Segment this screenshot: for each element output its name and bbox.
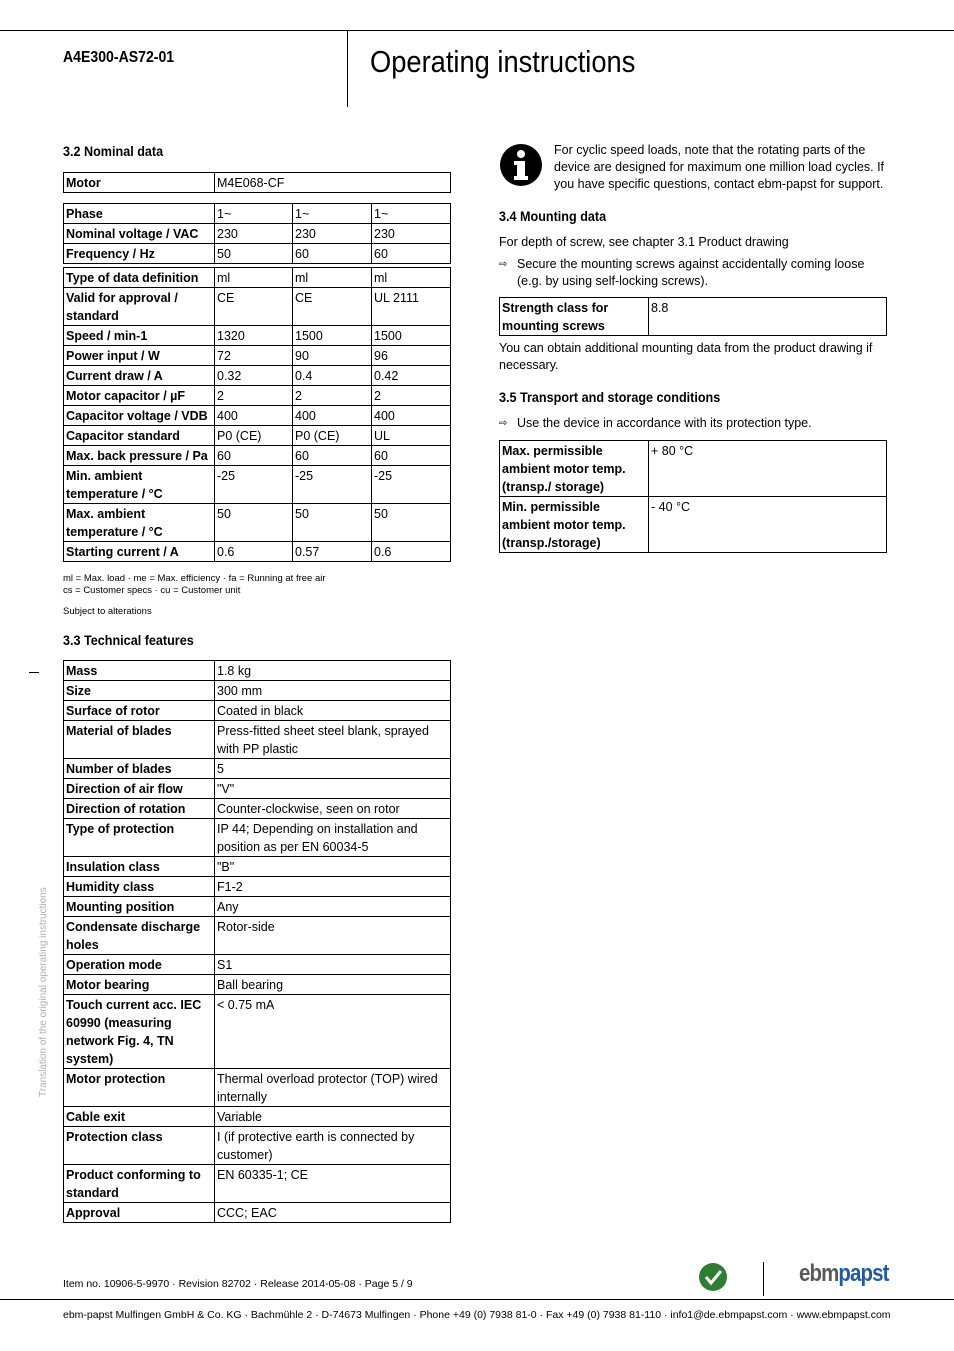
row-value: 60 <box>293 244 372 264</box>
row-value: Any <box>215 897 451 917</box>
row-value: I (if protective earth is connected by customer) <box>215 1127 451 1165</box>
nominal-data-table-2 <box>63 267 451 562</box>
table-row <box>64 877 451 897</box>
table-row <box>64 173 451 193</box>
table-row <box>64 466 451 504</box>
row-label: Max. back pressure / Pa <box>64 446 215 466</box>
table-row <box>64 701 451 721</box>
row-label: Product conforming to standard <box>64 1165 215 1203</box>
row-value: 1500 <box>372 326 451 346</box>
row-value: 1320 <box>215 326 293 346</box>
row-value: Ball bearing <box>215 975 451 995</box>
row-label: Touch current acc. IEC 60990 (measuring network Fig. 4, TN system) <box>64 995 215 1069</box>
row-label: Max. ambient temperature / °C <box>64 504 215 542</box>
side-note: Translation of the original operating instructions <box>38 887 49 1097</box>
row-label: Type of protection <box>64 819 215 857</box>
row-label: Capacitor voltage / VDB <box>64 406 215 426</box>
row-value: 400 <box>215 406 293 426</box>
info-note: For cyclic speed loads, note that the rotating parts of the device are designed for maximum one million load cycles. If you have specific questions, contact ebm-papst for support. <box>554 143 885 191</box>
row-value: 400 <box>372 406 451 426</box>
table-row <box>500 497 887 553</box>
row-value: -25 <box>215 466 293 504</box>
row-label: Number of blades <box>64 759 215 779</box>
row-value: 60 <box>293 446 372 466</box>
row-label: Approval <box>64 1203 215 1223</box>
row-value: UL <box>372 426 451 446</box>
row-label: Size <box>64 681 215 701</box>
mounting-bullet <box>499 256 887 290</box>
row-value: 400 <box>293 406 372 426</box>
row-label: Speed / min-1 <box>64 326 215 346</box>
row-value: 50 <box>372 504 451 542</box>
row-value: Counter-clockwise, seen on rotor <box>215 799 451 819</box>
table-row <box>64 1203 451 1223</box>
row-value: 60 <box>372 446 451 466</box>
row-label: Motor protection <box>64 1069 215 1107</box>
row-value: 1.8 kg <box>215 661 451 681</box>
row-label: Current draw / A <box>64 366 215 386</box>
mounting-intro: For depth of screw, see chapter 3.1 Product drawing <box>499 235 789 249</box>
motor-table <box>63 172 451 193</box>
subject-to-alterations: Subject to alterations <box>63 606 152 617</box>
row-label: Max. permissible ambient motor temp. (transp./ storage) <box>500 441 649 497</box>
row-value: EN 60335-1; CE <box>215 1165 451 1203</box>
row-label: Humidity class <box>64 877 215 897</box>
table-row <box>64 366 451 386</box>
table-row <box>64 721 451 759</box>
table-row <box>64 542 451 562</box>
row-label: Motor bearing <box>64 975 215 995</box>
item-info: Item no. 10906-5-9970 · Revision 82702 · Release 2014-05-08 · Page 5 / 9 <box>63 1278 413 1290</box>
table-row <box>64 975 451 995</box>
table-row <box>64 779 451 799</box>
row-value: 50 <box>293 504 372 542</box>
header-top-rule <box>0 30 954 31</box>
row-value: 1~ <box>215 204 293 224</box>
transport-table <box>499 440 887 553</box>
transport-bullet-text: Use the device in accordance with its protection type. <box>517 416 812 430</box>
table-row <box>64 897 451 917</box>
row-label: Phase <box>64 204 215 224</box>
row-label: Power input / W <box>64 346 215 366</box>
row-value: Variable <box>215 1107 451 1127</box>
row-value: -25 <box>372 466 451 504</box>
row-value: 230 <box>372 224 451 244</box>
table-row <box>64 681 451 701</box>
nominal-data-table-1 <box>63 203 451 264</box>
table-row <box>64 204 451 224</box>
info-icon <box>499 143 543 187</box>
row-value: 2 <box>215 386 293 406</box>
row-value: 1~ <box>372 204 451 224</box>
row-value: 0.32 <box>215 366 293 386</box>
row-value: 0.57 <box>293 542 372 562</box>
technical-features-heading: 3.3 Technical features <box>63 632 194 648</box>
row-value: - 40 °C <box>649 497 887 553</box>
company-info: ebm-papst Mulfingen GmbH & Co. KG · Bachmühle 2 · D-74673 Mulfingen · Phone +49 (0) 7938 81-0 · Fax +49 (0) 7938 81-110 · info1@de.ebmpapst.com · www.ebmpapst.com <box>63 1309 891 1321</box>
row-label: Mass <box>64 661 215 681</box>
row-label: Direction of air flow <box>64 779 215 799</box>
row-value: "V" <box>215 779 451 799</box>
row-label: Cable exit <box>64 1107 215 1127</box>
row-value: 72 <box>215 346 293 366</box>
row-value: ml <box>372 268 451 288</box>
row-value: < 0.75 mA <box>215 995 451 1069</box>
table-row <box>64 386 451 406</box>
row-value: Rotor-side <box>215 917 451 955</box>
table-row <box>64 288 451 326</box>
row-value: UL 2111 <box>372 288 451 326</box>
table-row <box>64 661 451 681</box>
ebmpapst-logo: ebmpapst <box>799 1260 889 1287</box>
header-divider <box>347 30 348 107</box>
green-tech-badge <box>698 1262 728 1292</box>
table-row <box>64 504 451 542</box>
mounting-bullet-text: Secure the mounting screws against accidentally coming loose (e.g. by using self-locking screws). <box>517 257 865 288</box>
row-value: 8.8 <box>649 298 887 336</box>
table-row <box>64 759 451 779</box>
row-label: Nominal voltage / VAC <box>64 224 215 244</box>
mounting-after-text: You can obtain additional mounting data from the product drawing if necessary. <box>499 341 873 372</box>
table-row <box>64 1069 451 1107</box>
row-value: Thermal overload protector (TOP) wired internally <box>215 1069 451 1107</box>
table-row <box>64 995 451 1069</box>
row-value: 96 <box>372 346 451 366</box>
logo-divider <box>763 1262 764 1296</box>
row-value: 300 mm <box>215 681 451 701</box>
row-value: CE <box>293 288 372 326</box>
row-value: -25 <box>293 466 372 504</box>
row-label: Material of blades <box>64 721 215 759</box>
table-row <box>64 857 451 877</box>
row-value: + 80 °C <box>649 441 887 497</box>
row-label: Starting current / A <box>64 542 215 562</box>
margin-mark <box>29 672 39 673</box>
table-row <box>64 917 451 955</box>
table-row <box>64 1127 451 1165</box>
row-value: 0.4 <box>293 366 372 386</box>
arrow-icon: ⇨ <box>499 418 508 429</box>
table-row <box>500 298 887 336</box>
row-label: Capacitor standard <box>64 426 215 446</box>
table-row <box>64 244 451 264</box>
row-label: Type of data definition <box>64 268 215 288</box>
row-label: Surface of rotor <box>64 701 215 721</box>
row-label: Motor capacitor / µF <box>64 386 215 406</box>
row-value: 0.6 <box>372 542 451 562</box>
row-label: Strength class for mounting screws <box>500 298 649 336</box>
legend-line-2: cs = Customer specs · cu = Customer unit <box>63 585 241 596</box>
product-code: A4E300-AS72-01 <box>63 49 175 66</box>
row-value: CCC; EAC <box>215 1203 451 1223</box>
row-value: 0.6 <box>215 542 293 562</box>
transport-heading: 3.5 Transport and storage conditions <box>499 389 721 405</box>
row-label: Frequency / Hz <box>64 244 215 264</box>
row-value: 2 <box>293 386 372 406</box>
table-row <box>500 441 887 497</box>
row-label: Direction of rotation <box>64 799 215 819</box>
row-label: Min. permissible ambient motor temp. (transp./storage) <box>500 497 649 553</box>
page-title: Operating instructions <box>370 44 636 79</box>
technical-features-table <box>63 660 451 1223</box>
legend-line-1: ml = Max. load · me = Max. efficiency · fa = Running at free air <box>63 573 326 584</box>
row-value: 1~ <box>293 204 372 224</box>
row-value: 230 <box>293 224 372 244</box>
table-row <box>64 446 451 466</box>
row-value: S1 <box>215 955 451 975</box>
row-label: Protection class <box>64 1127 215 1165</box>
table-row <box>64 326 451 346</box>
row-value: 90 <box>293 346 372 366</box>
row-value: P0 (CE) <box>215 426 293 446</box>
row-value: IP 44; Depending on installation and position as per EN 60034-5 <box>215 819 451 857</box>
table-row <box>64 268 451 288</box>
row-label: Min. ambient temperature / °C <box>64 466 215 504</box>
row-value: 60 <box>372 244 451 264</box>
row-label: Condensate discharge holes <box>64 917 215 955</box>
mounting-data-heading: 3.4 Mounting data <box>499 208 607 224</box>
arrow-icon: ⇨ <box>499 259 508 270</box>
motor-value: M4E068-CF <box>215 173 451 193</box>
table-row <box>64 1165 451 1203</box>
table-row <box>64 819 451 857</box>
row-value: 2 <box>372 386 451 406</box>
transport-bullet <box>499 415 887 432</box>
row-value: 1500 <box>293 326 372 346</box>
row-value: 5 <box>215 759 451 779</box>
row-label: Operation mode <box>64 955 215 975</box>
table-row <box>64 346 451 366</box>
table-row <box>64 955 451 975</box>
row-value: ml <box>293 268 372 288</box>
motor-label: Motor <box>64 173 215 193</box>
row-label: Valid for approval / standard <box>64 288 215 326</box>
row-value: 60 <box>215 446 293 466</box>
table-row <box>64 1107 451 1127</box>
row-value: 50 <box>215 504 293 542</box>
row-value: P0 (CE) <box>293 426 372 446</box>
row-label: Insulation class <box>64 857 215 877</box>
row-value: "B" <box>215 857 451 877</box>
table-row <box>64 224 451 244</box>
row-value: ml <box>215 268 293 288</box>
row-value: 0.42 <box>372 366 451 386</box>
table-row <box>64 799 451 819</box>
nominal-data-heading: 3.2 Nominal data <box>63 143 164 159</box>
row-value: CE <box>215 288 293 326</box>
table-row <box>64 426 451 446</box>
row-label: Mounting position <box>64 897 215 917</box>
row-value: Coated in black <box>215 701 451 721</box>
row-value: F1-2 <box>215 877 451 897</box>
row-value: 230 <box>215 224 293 244</box>
row-value: Press-fitted sheet steel blank, sprayed with PP plastic <box>215 721 451 759</box>
row-value: 50 <box>215 244 293 264</box>
mounting-table <box>499 297 887 336</box>
footer-rule <box>0 1299 954 1300</box>
table-row <box>64 406 451 426</box>
